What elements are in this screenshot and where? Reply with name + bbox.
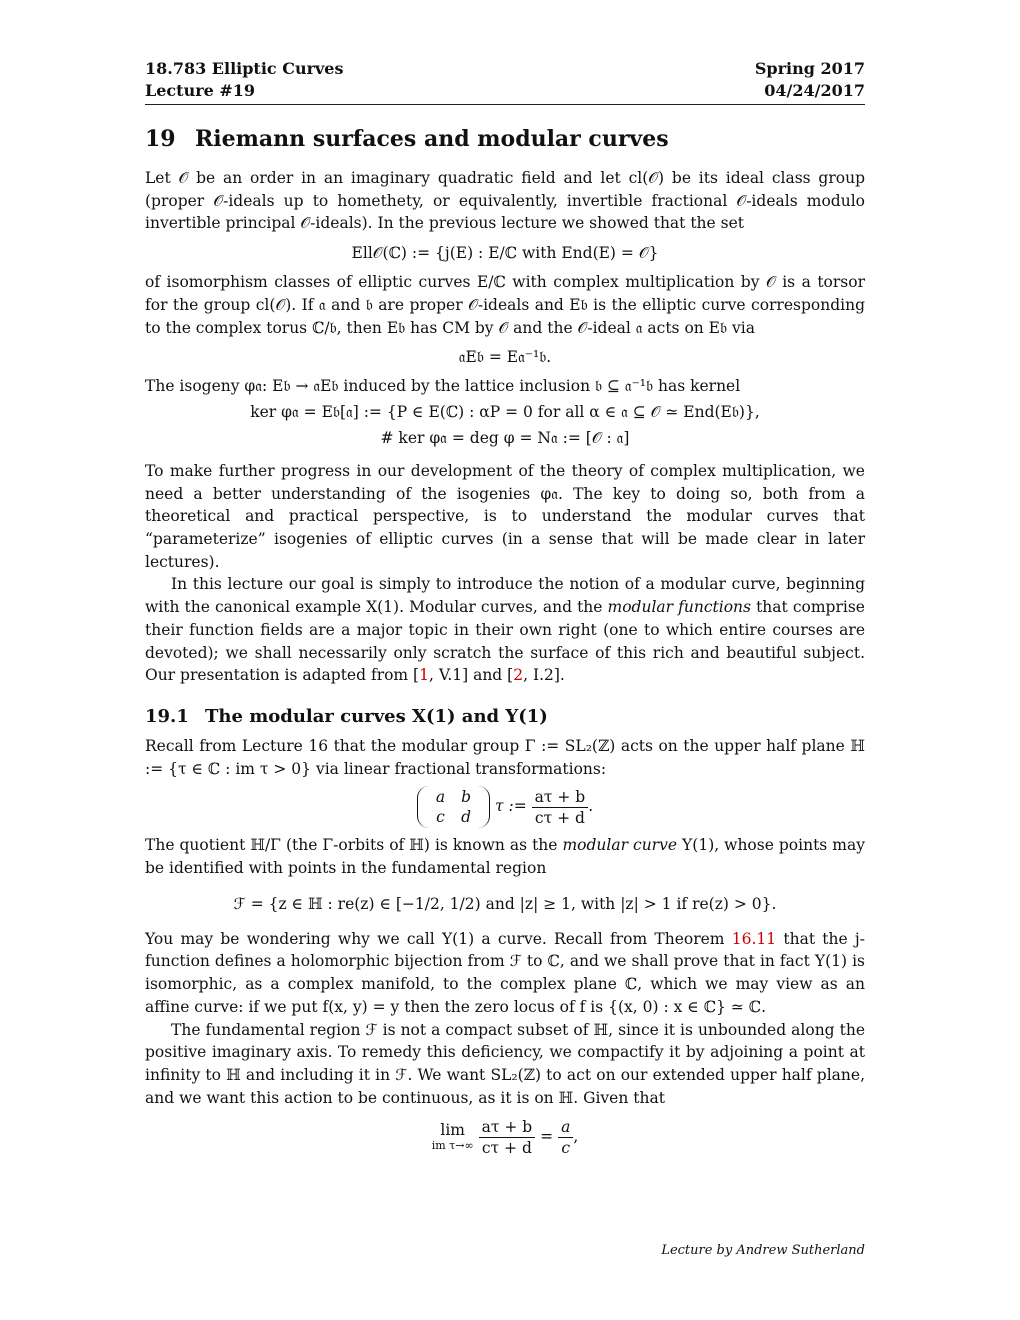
header-row-1 — [145, 58, 865, 80]
subsection-number: 19.1 — [145, 705, 189, 727]
result-denominator: c — [561, 1139, 571, 1158]
lecture-number: Lecture #19 — [145, 81, 256, 100]
fraction-denominator: cτ + d — [534, 808, 585, 827]
goal-text-d: , I.2]. — [523, 666, 565, 685]
equation-fundamental-region: ℱ = {z ∈ ℍ : re(z) ∈ [−1/2, 1/2) and |z| ≥ 1, with |z| > 1 if re(z) > 0}. — [233, 894, 777, 913]
equation-action: 𝔞E𝔟 = E𝔞⁻¹𝔟. — [458, 348, 552, 367]
goal-text-a: In this lecture our goal is simply to introduce the notion of a modular curve, beginning with the canonical example X(1). Modular curves, and the — [145, 575, 865, 617]
curve-text-b: that the j-function defines a holomorphic bijection from ℱ to ℂ, and we shall prove that in fact Y(1) is isomorphic, as a complex manifold, to the complex plane ℂ, which we may view as an affine curve: if we put f(x, y) = y then the zero locus of f is {(x, 0) : x ∈ ℂ} ≃ ℂ. — [145, 929, 865, 1016]
header-row-2 — [145, 80, 865, 102]
quotient-emphasis: modular curve — [562, 836, 678, 855]
paragraph-curve — [145, 928, 865, 1019]
limit-result — [558, 1117, 573, 1158]
section-title: Riemann surfaces and modular curves — [195, 126, 669, 152]
citation-link-1[interactable]: 1 — [419, 666, 429, 685]
curve-text-a: You may be wondering why we call Y(1) a curve. Recall from Theorem — [145, 929, 725, 948]
paragraph-isogeny: The isogeny φ𝔞: E𝔟 → 𝔞E𝔟 induced by the lattice inclusion 𝔟 ⊆ 𝔞⁻¹𝔟 has kernel — [145, 377, 741, 396]
paragraph-torsor: of isomorphism classes of elliptic curves E/ℂ with complex multiplication by 𝒪 is a torsor for the group cl(𝒪). If 𝔞 and 𝔟 are proper 𝒪-ideals and E𝔟 is the elliptic curve corresponding to the complex torus ℂ/𝔟, then E𝔟 has CM by 𝒪 and the 𝒪-ideal 𝔞 acts on E𝔟 via — [145, 273, 865, 337]
quotient-text-a: The quotient ℍ/Γ (the Γ-orbits of ℍ) is known as the — [145, 836, 558, 855]
quotient-text-b: Y(1), whose points may be identified with points in the fundamental region — [145, 836, 865, 878]
matrix-c: c — [436, 808, 445, 827]
header-rule — [145, 104, 865, 105]
subsection-heading — [145, 705, 865, 729]
paragraph-goal — [145, 573, 865, 687]
paragraph-intro: Let 𝒪 be an order in an imaginary quadratic field and let cl(𝒪) be its ideal class group (proper 𝒪-ideals up to homethety, or equivalently, invertible fractional 𝒪-ideals modulo invertible principal 𝒪-ideals). In the previous lecture we showed that the set — [145, 169, 865, 233]
matrix — [417, 786, 490, 828]
matrix-a: a — [435, 788, 446, 807]
goal-text-c: , V.1] and [ — [428, 666, 514, 685]
equation-linear-fractional: a b c d τ := $\frac{a\tau + b}{c\tau + d}$ . — [145, 786, 865, 828]
paragraph-quotient — [145, 834, 865, 879]
result-numerator: a — [558, 1117, 573, 1138]
footer-credit: Lecture by Andrew Sutherland — [661, 1243, 865, 1258]
subsection-title: The modular curves X(1) and Y(1) — [205, 705, 548, 727]
fraction-numerator: aτ + b — [532, 787, 589, 808]
paragraph-compactify: The fundamental region ℱ is not a compact subset of ℍ, since it is unbounded along the positive imaginary axis. To remedy this deficiency, we compactify it by adjoining a point at infinity to ℍ and including it in ℱ. We want SL₂(ℤ) to act on our extended upper half plane, and we want this action to be continuous, as it is on ℍ. Given that — [145, 1020, 865, 1107]
limit-denominator: cτ + d — [481, 1139, 532, 1158]
theorem-link[interactable]: 16.11 — [731, 929, 777, 948]
goal-text-b: that comprise their function fields are a major topic in their own right (one to which entire courses are devoted); we shall necessarily only scratch the surface of this rich and beautiful subject. Our presentation is adapted from [ — [145, 598, 865, 685]
page — [145, 58, 865, 1164]
limit-fraction — [479, 1117, 536, 1158]
citation-link-2[interactable]: 2 — [513, 666, 524, 685]
semester: Spring 2017 — [754, 59, 865, 78]
course-title: 18.783 Elliptic Curves — [145, 59, 344, 78]
lecture-date: 04/24/2017 — [764, 81, 865, 100]
section-heading — [145, 125, 865, 153]
fraction-mobius — [532, 787, 589, 828]
goal-emphasis: modular functions — [607, 598, 751, 617]
equation-limit — [145, 1117, 865, 1158]
section-number: 19 — [145, 126, 176, 152]
limit-numerator: aτ + b — [479, 1117, 536, 1138]
limit-comma: , — [573, 1127, 579, 1146]
matrix-b: b — [461, 788, 472, 807]
limit-equals: = — [540, 1127, 554, 1146]
tau-assign: τ := — [494, 797, 527, 816]
paragraph-progress: To make further progress in our development of the theory of complex multiplication, we need a better understanding of the isogenies φ𝔞. The key to doing so, both from a theoretical and practical perspective, is to understand the modular curves that “parameterize” isogenies of elliptic curves (in a sense that will be made clear in later lectures). — [145, 461, 865, 571]
equation-degree: # ker φ𝔞 = deg φ = N𝔞 := [𝒪 : 𝔞] — [380, 428, 630, 447]
equation-kernel: ker φ𝔞 = E𝔟[𝔞] := {P ∈ E(ℂ) : αP = 0 for all α ∈ 𝔞 ⊆ 𝒪 ≃ End(E𝔟)}, — [250, 402, 760, 421]
limit-text: lim — [440, 1120, 465, 1139]
paragraph-modular-group: Recall from Lecture 16 that the modular group Γ := SL₂(ℤ) acts on the upper half plane ℍ := {τ ∈ ℂ : im τ > 0} via linear fractional transformations: — [145, 736, 865, 778]
limit-subscript: im τ→∞ — [431, 1138, 474, 1152]
limit-operator — [432, 1122, 474, 1154]
matrix-d: d — [461, 808, 472, 827]
equation-ell: Ell𝒪(ℂ) := {j(E) : E/ℂ with End(E) = 𝒪} — [351, 244, 659, 263]
